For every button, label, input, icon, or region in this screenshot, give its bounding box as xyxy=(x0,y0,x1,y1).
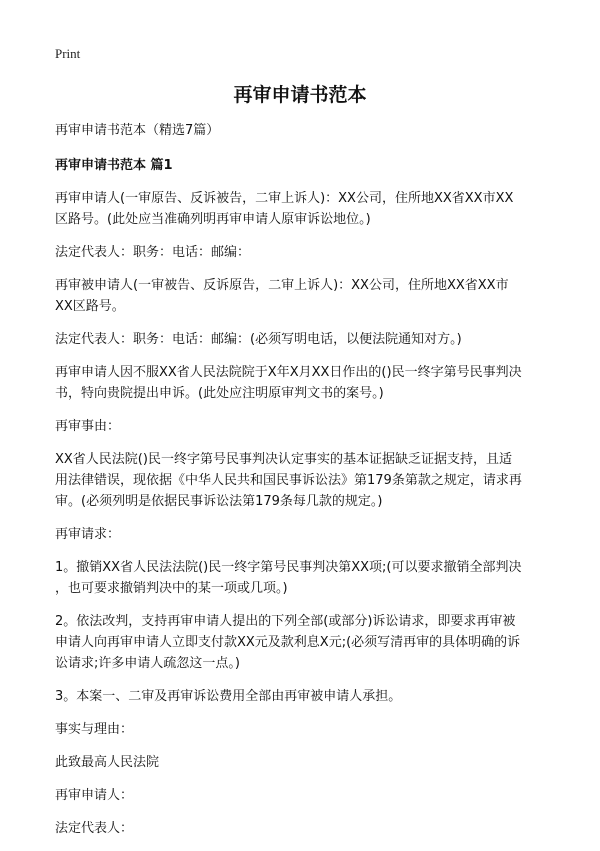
paragraph-line: XX省人民法院()民一终字第号民事判决认定事实的基本证据缺乏证据支持，且适 xyxy=(55,452,512,467)
paragraph-line: 书，特向贵院提出申诉。(此处应注明原审判文书的案号。) xyxy=(55,386,384,401)
paragraph-line: 3。本案一、二审及再审诉讼费用全部由再审被申请人承担。 xyxy=(55,689,402,704)
paragraph xyxy=(55,524,555,545)
paragraph-line: 讼请求;许多申请人疏忽这一点。) xyxy=(55,656,240,671)
paragraph xyxy=(55,818,555,839)
paragraph xyxy=(55,188,555,230)
paragraph-line: 法定代表人：职务：电话：邮编：(必须写明电话，以便法院通知对方。) xyxy=(55,332,462,347)
paragraph xyxy=(55,275,555,317)
paragraph-line: 2。依法改判，支持再审申请人提出的下列全部(或部分)诉讼请求，即要求再审被 xyxy=(55,614,516,629)
paragraph-line: 申请人向再审申请人立即支付款XX元及款利息X元;(必须写清再审的具体明确的诉 xyxy=(55,635,521,650)
paragraph xyxy=(55,611,555,674)
paragraph xyxy=(55,785,555,806)
paragraph-line: ，也可要求撤销判决中的某一项或几项。) xyxy=(55,581,288,596)
paragraph xyxy=(55,242,555,263)
print-link[interactable]: Print xyxy=(55,46,81,61)
paragraph-line: 再审请求： xyxy=(55,527,121,542)
document-subtitle: 再审申请书范本（精选7篇） xyxy=(55,123,220,138)
paragraph-line: 再审事由： xyxy=(55,419,121,434)
paragraph-line: 再审申请人(一审原告、反诉被告，二审上诉人)：XX公司，住所地XX省XX市XX xyxy=(55,191,514,206)
paragraph-line: 法定代表人：职务：电话：邮编： xyxy=(55,245,251,260)
paragraph-line: 此致最高人民法院 xyxy=(55,755,160,770)
paragraph xyxy=(55,449,555,512)
section-heading: 再审申请书范本 篇1 xyxy=(55,158,173,173)
paragraph xyxy=(55,686,555,707)
paragraph xyxy=(55,362,555,404)
paragraph xyxy=(55,329,555,350)
paragraph xyxy=(55,752,555,773)
paragraph xyxy=(55,557,555,599)
paragraph xyxy=(55,416,555,437)
page-title: 再审申请书范本 xyxy=(233,84,367,106)
paragraph-line: 再审被申请人(一审被告、反诉原告，二审上诉人)：XX公司，住所地XX省XX市 xyxy=(55,278,509,293)
paragraph-line: 事实与理由： xyxy=(55,722,134,737)
paragraph-line: 区路号。(此处应当准确列明再审申请人原审诉讼地位。) xyxy=(55,212,371,227)
paragraph-line: 用法律错误，现依据《中华人民共和国民事诉讼法》第179条第款之规定，请求再 xyxy=(55,473,522,488)
paragraph xyxy=(55,719,555,740)
paragraph-line: 再审申请人因不服XX省人民法院院于X年X月XX日作出的()民一终字第号民事判决 xyxy=(55,365,522,380)
document-body xyxy=(55,120,555,851)
paragraph-line: 审。(必须列明是依据民事诉讼法第179条每几款的规定。) xyxy=(55,494,383,509)
paragraph-line: 法定代表人： xyxy=(55,821,134,836)
paragraph-line: XX区路号。 xyxy=(55,299,125,314)
paragraph-line: 再审申请人： xyxy=(55,788,134,803)
paragraph-list xyxy=(55,188,555,839)
paragraph-line: 1。撤销XX省人民法法院()民一终字第号民事判决第XX项;(可以要求撤销全部判决 xyxy=(55,560,522,575)
